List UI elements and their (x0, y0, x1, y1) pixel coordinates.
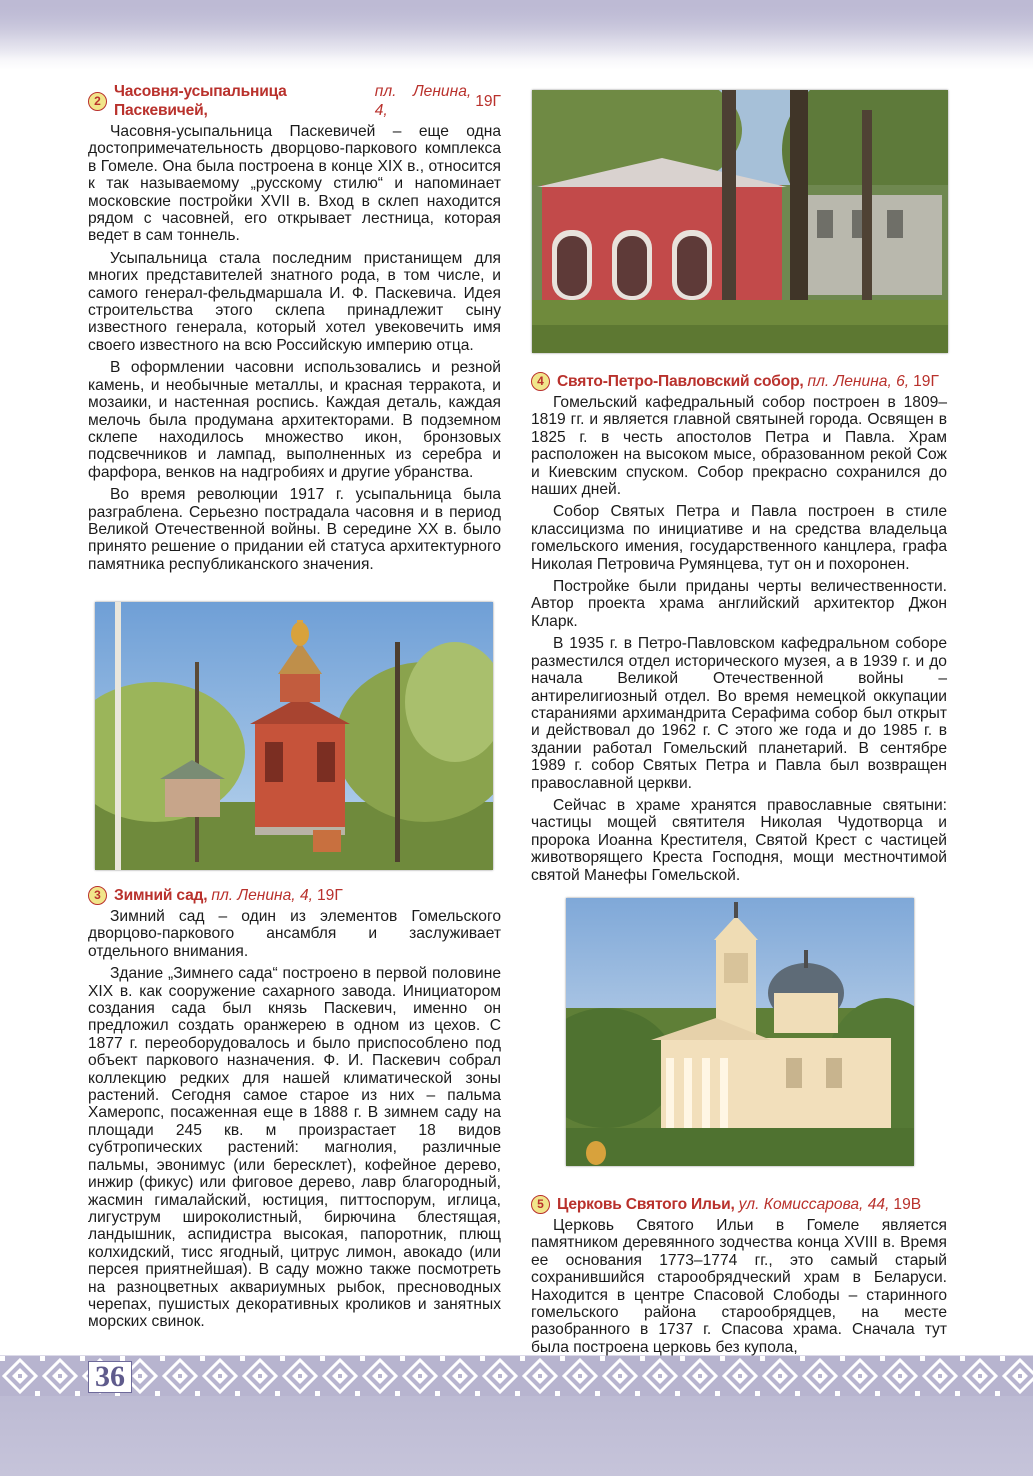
left-column-bottom (88, 886, 501, 1336)
section-address: ул. Комиссарова, 44, (738, 1196, 890, 1213)
paragraph: Сейчас в храме хранятся православные святыни: частицы мощей святителя Николая Чудотворца и пророка Иоанна Крестителя, Святой Крест с частицей животворящего Креста Господня, мощи местночтимой святой Манефы Гомельской. (531, 796, 947, 884)
map-grid-code: 19В (893, 1196, 922, 1213)
section-heading (88, 886, 501, 905)
right-column-bottom (531, 1195, 947, 1361)
paragraph: Постройке были приданы черты величественности. Автор проекта храма английский архитектор Джон Кларк. (531, 578, 947, 630)
section-address: пл. Ленина, 4, (374, 83, 472, 119)
section-title: Зимний сад, (114, 887, 208, 904)
paragraph: Зимний сад – один из элементов Гомельского дворцово-паркового ансамбля и заслуживает отдельного внимания. (88, 908, 501, 960)
section-heading (88, 82, 501, 120)
paragraph: Собор Святых Петра и Павла построен в стиле классицизма по инициативе и на средства владельца гомельского имения, государственного канцлера, графа Николая Петровича Румянцева, тут он и похоронен. (531, 503, 947, 573)
paragraph: Гомельский кафедральный собор построен в 1809–1819 гг. и является главной святыней города. Освящен в 1825 г. в честь апостолов Петра и Павла. Храм расположен на высоком мысе, образованном рекой Сож и Киевским спуском. Собор прекрасно сохранился до наших дней. (531, 394, 947, 499)
section-title: Свято-Петро-Павловский собор, (557, 373, 804, 390)
paragraph: Здание „Зимнего сада“ построено в первой половине XIX в. как сооружение сахарного завода. Инициатором создания сада был князь Паскевич, именно он предложил создать оранжерею в одном из цехов. С 1877 г. переоборудовалось и было приспособлено под объект паркового назначения. Ф. И. Паскевич собрал коллекцию редких для нашей климатической зоны растений. Сегодня самое старое из них – пальма Хамеропс, посаженная еще в 1888 г. В зимнем саду на площади 245 кв. м произрастает 18 видов субтропических растений: магнолия, различные пальмы, эвонимус (или бересклет), кофейное дерево, инжир (фикус) или фиговое дерево, лавр благородный, жасмин гималайский, юстиция, питтоспорум, иглица, лигуструм широколистный, бирючина блестящая, ландышник, аспидистра высокая, папоротник, плющ колхидский, тисс ягодный, цитрус лимон, авокадо (или персея приятнейшая). В саду можно также посмотреть на разноцветных аквариумных рыбок, пресноводных черепах, пушистых декоративных кроликов и занятных морских свинок. (88, 965, 501, 1331)
paragraph: Часовня-усыпальница Паскевичей – еще одна достопримечательность дворцово-паркового комплекса в Гомеле. Она была построена в конце XIX в., относится к так называемому „русскому стилю“ и напоминает московские постройки XVII в. Вход в склеп находится рядом с часовней, его открывает лестница, которая ведет в сам тоннель. (88, 123, 501, 245)
paragraph: Церковь Святого Ильи в Гомеле является памятником деревянного зодчества конца XVIII в. Время ее основания 1773–1774 гг., это самый старый сохранившийся старообрядческий храм в Беларуси. Находится в центре Спасовой Слободы – старинного гомельского района старообрядцев, на месте разобранного в 1737 г. Спасова храма. Сначала тут была построена церковь без купола, (531, 1217, 947, 1356)
right-column-top (531, 372, 947, 889)
section-address: пл. Ленина, 6, (807, 373, 910, 390)
map-grid-code: 19Г (475, 92, 501, 110)
paragraph: Во время революции 1917 г. усыпальница была разграблена. Серьезно пострадала часовня и в период Великой Отечественной войны. В середине XX в. было принято решение о придании ей статуса архитектурного памятника республиканского значения. (88, 486, 501, 573)
photo-winter-garden (532, 90, 948, 353)
section-heading (531, 372, 947, 391)
left-column-top (88, 82, 501, 578)
paragraph: Усыпальница стала последним пристанищем для многих представителей знатного рода, в том числе, и самого генерал-фельдмаршала И. Ф. Паскевича. Идея строительства этого склепа принадлежит сыну известного генерала, который хотел увековечить имя своего известного на всю Российскую империю отца. (88, 249, 501, 354)
photo-cathedral (566, 898, 914, 1166)
section-address: пл. Ленина, 4, (211, 887, 313, 904)
section-heading (531, 1195, 947, 1214)
section-title: Часовня-усыпальница Паскевичей, (114, 83, 287, 119)
map-grid-code: 19Г (316, 887, 343, 904)
map-grid-code: 19Г (913, 373, 939, 390)
section-number-badge: 2 (88, 92, 107, 111)
page-number: 36 (88, 1361, 132, 1393)
footer-ornament (0, 1356, 1033, 1396)
paragraph: В 1935 г. в Петро-Павловском кафедральном соборе разместился отдел исторического музея, а в 1939 г. и до начала Великой Отечественной войны – антирелигиозный отдел. Во время немецкой оккупации стараниями архимандрита Серафима собор был открыт и действовал до 1962 г. С этого же года и до 1985 г. в здании работал Гомельский планетарий. В сентябре 1989 г. собор Святых Петра и Павла был возвращен православной церкви. (531, 635, 947, 792)
photo-chapel (95, 602, 493, 870)
section-number-badge: 4 (531, 372, 550, 391)
section-title: Церковь Святого Ильи, (557, 1196, 735, 1213)
section-number-badge: 3 (88, 886, 107, 905)
paragraph: В оформлении часовни использовались и резной камень, и необычные металлы, и красная терракота, и мозаики, и настенная роспись. Каждая деталь, каждая мелочь была продумана архитекторами. В подземном склепе находилось множество икон, бронзовых подсвечников и лампад, выполненных из серебра и фарфора, венков на надгробиях и другие убранства. (88, 359, 501, 481)
section-number-badge: 5 (531, 1195, 550, 1214)
